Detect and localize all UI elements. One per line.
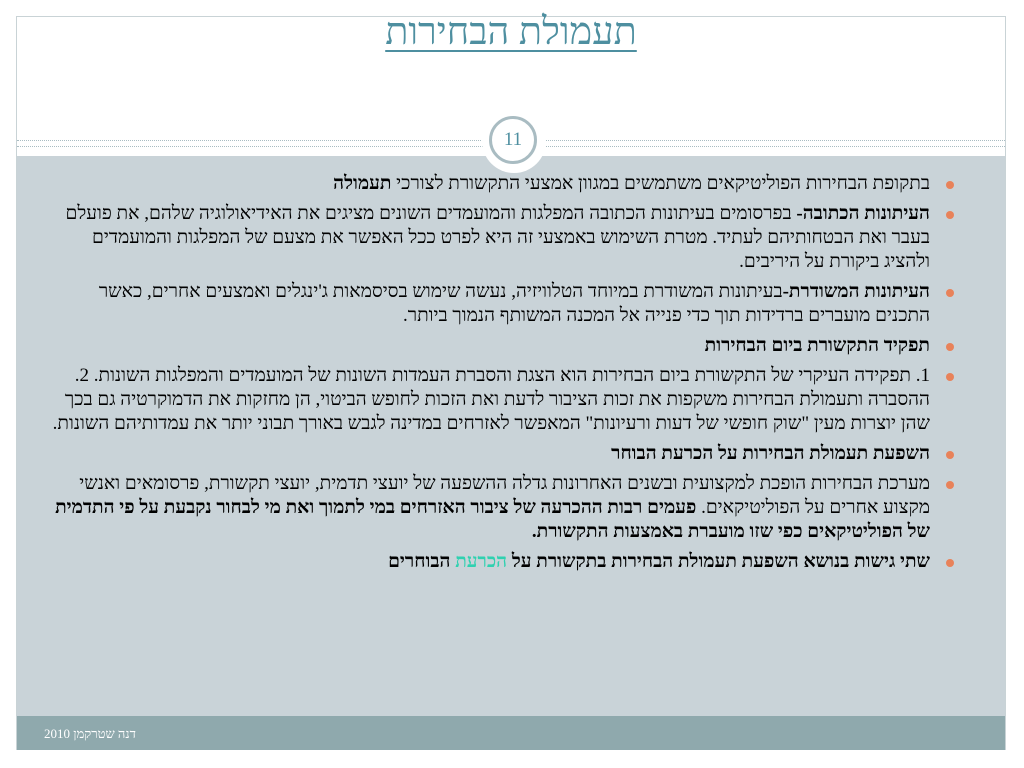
footer-text: דנה שטרקמן 2010 xyxy=(44,726,136,741)
list-item xyxy=(50,334,960,358)
bullet-text: מערכת הבחירות הופכת למקצועית ובשנים האחרונות גדלה ההשפעה של יועצי תדמית, יועצי תקשורת, פרסומאים ואנשי מקצוע אחרים על הפוליטיקאים. xyxy=(79,473,930,518)
list-item xyxy=(50,280,960,328)
bullet-bold: פעמים רבות ההכרעה של ציבור האזרחים במי לתמוך ואת מי לבחור נקבעת על פי התדמית של הפוליטיקאים כפי שזו מועברת באמצעות התקשורת. xyxy=(55,497,930,542)
bullet-bold: הבוחרים xyxy=(388,551,456,572)
list-item xyxy=(50,550,960,574)
bullet-bold: העיתונות המשודרת- xyxy=(782,281,930,302)
bullet-icon xyxy=(946,343,954,351)
bullet-icon xyxy=(946,181,954,189)
bullet-list xyxy=(50,172,960,580)
list-item xyxy=(50,202,960,274)
bullet-text: 1. תפקידה העיקרי של התקשורת ביום הבחירות הוא הצגת והסברת העמדות השונות של המועמדים והמפלגות השונות. 2. ההסברה ותעמולת הבחירות משקפות את זכות הציבור לדעת ואת הזכות לחופש הביטוי, הן מחזקות את הדמוקרטיה גם בכך שהן יוצרות מעין "שוק חופשי של דעות ורעיונות" המאפשר לאזרחים במדינה לגבש באורך תבוני יותר את עמדותיהם השונות. xyxy=(52,365,930,434)
bullet-bold: העיתונות הכתובה- xyxy=(796,203,930,224)
bullet-bold: תעמולה xyxy=(333,173,392,194)
bullet-bold: השפעת תעמולת הבחירות על הכרעת הבוחר xyxy=(611,443,930,464)
list-item xyxy=(50,472,960,544)
bullet-text: בפרסומים בעיתונות הכתובה המפלגות והמועמדים השונים מציגים את האידיאולוגיה שלהם, את פועלם בעבר ואת הבטחותיהם לעתיד. מטרת השימוש באמצעי זה היא לפרט ככל האפשר את מצעם של המפלגות והמועמדים ולהציג ביקורת על היריבים. xyxy=(65,203,930,272)
footer-bar xyxy=(17,716,1005,750)
page-number-badge: 11 xyxy=(489,116,537,164)
bullet-icon xyxy=(946,289,954,297)
bullet-icon xyxy=(946,559,954,567)
slide-title: תעמולת הבחירות xyxy=(385,11,637,53)
bullet-icon xyxy=(946,481,954,489)
bullet-icon xyxy=(946,373,954,381)
list-item xyxy=(50,172,960,196)
bullet-icon xyxy=(946,451,954,459)
bullet-text: בתקופת הבחירות הפוליטיקאים משתמשים במגוון אמצעי התקשורת לצורכי xyxy=(391,173,930,194)
bullet-bold: תפקיד התקשורת ביום הבחירות xyxy=(704,335,930,356)
bullet-bold: שתי גישות בנושא השפעת תעמולת הבחירות בתקשורת על xyxy=(507,551,930,572)
list-item xyxy=(50,364,960,436)
bullet-icon xyxy=(946,211,954,219)
bullet-text: בעיתונות המשודרת במיוחד הטלוויזיה, נעשה שימוש בסיסמאות ג'ינגלים ואמצעים אחרים, כאשר התכנים מועברים ברדידות תוך כדי פנייה אל המכנה המשותף הנמוך ביותר. xyxy=(98,281,930,326)
bullet-highlight: הכרעת xyxy=(455,551,508,572)
list-item xyxy=(50,442,960,466)
